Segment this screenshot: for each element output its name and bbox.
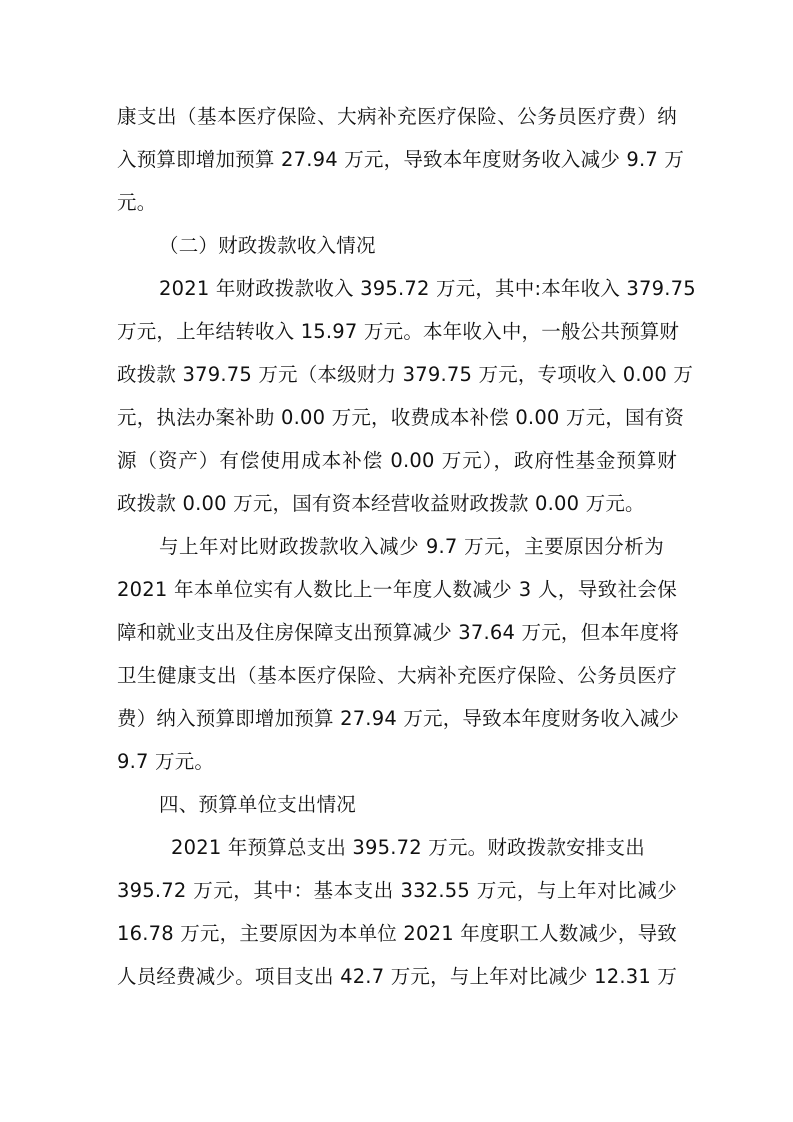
text-line: 人员经费减少。项目支出 42.7 万元，与上年对比减少 12.31 万 xyxy=(117,965,678,988)
section-heading: （二）财政拨款收入情况 xyxy=(159,234,376,257)
text-line: 入预算即增加预算 27.94 万元，导致本年度财务收入减少 9.7 万 xyxy=(117,148,685,171)
text-line: 9.7 万元。 xyxy=(117,750,215,773)
text-line: 16.78 万元，主要原因为本单位 2021 年度职工人数减少，导致 xyxy=(117,922,677,945)
text-line: 源（资产）有偿使用成本补偿 0.00 万元），政府性基金预算财 xyxy=(117,449,677,472)
text-line: 费）纳入预算即增加预算 27.94 万元，导致本年度财务收入减少 xyxy=(117,707,680,730)
section-heading: 四、预算单位支出情况 xyxy=(159,793,357,816)
text-line: 康支出（基本医疗保险、大病补充医疗保险、公务员医疗费）纳 xyxy=(117,105,677,128)
text-line: 政拨款 0.00 万元，国有资本经营收益财政拨款 0.00 万元。 xyxy=(117,492,645,515)
text-line: 与上年对比财政拨款收入减少 9.7 万元，主要原因分析为 xyxy=(159,535,664,558)
text-line: 卫生健康支出（基本医疗保险、大病补充医疗保险、公务员医疗 xyxy=(117,664,677,687)
text-line: 395.72 万元，其中：基本支出 332.55 万元，与上年对比减少 xyxy=(117,879,677,902)
text-line: 元，执法办案补助 0.00 万元，收费成本补偿 0.00 万元，国有资 xyxy=(117,406,685,429)
text-line: 障和就业支出及住房保障支出预算减少 37.64 万元，但本年度将 xyxy=(117,621,680,644)
text-line: 2021 年预算总支出 395.72 万元。财政拨款安排支出 xyxy=(171,836,645,859)
text-line: 2021 年财政拨款收入 395.72 万元，其中:本年收入 379.75 xyxy=(159,277,696,300)
text-line: 元。 xyxy=(117,191,157,214)
text-line: 2021 年本单位实有人数比上一年度人数减少 3 人，导致社会保 xyxy=(117,578,677,601)
text-line: 万元，上年结转收入 15.97 万元。本年收入中，一般公共预算财 xyxy=(117,320,680,343)
text-line: 政拨款 379.75 万元（本级财力 379.75 万元，专项收入 0.00 万 xyxy=(117,363,694,386)
